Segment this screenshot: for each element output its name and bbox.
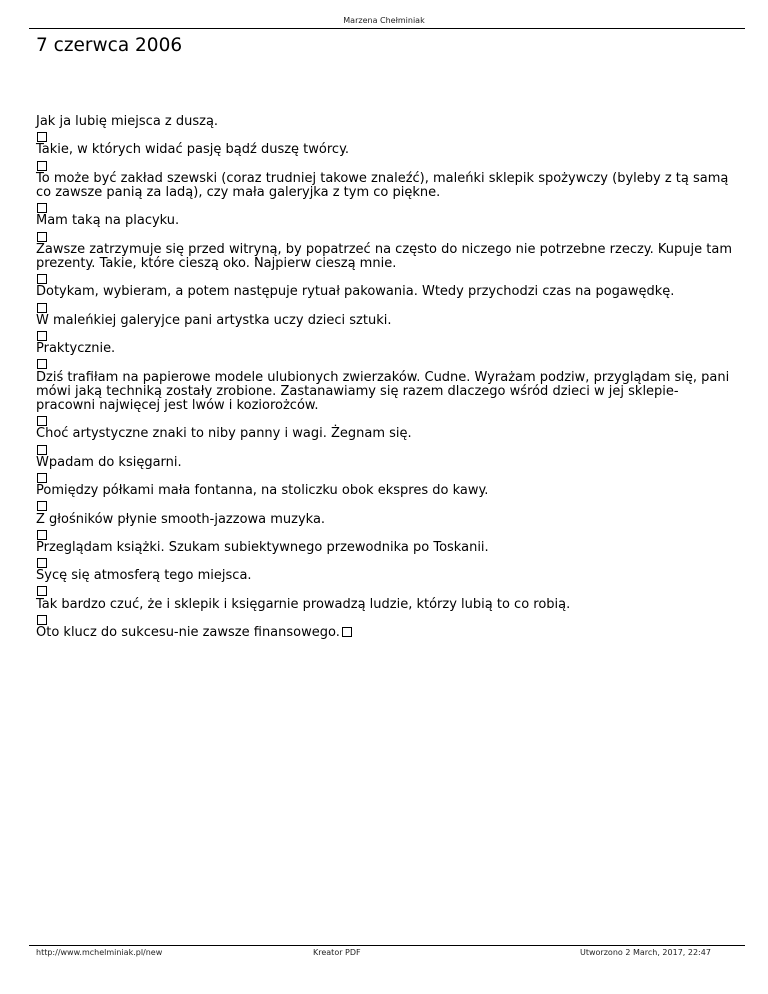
post-paragraph: Sycę się atmosferą tego miejsca. bbox=[36, 568, 252, 584]
missing-glyph-separator bbox=[36, 229, 736, 243]
missing-glyph-separator bbox=[36, 470, 736, 484]
missing-glyph-separator bbox=[36, 498, 736, 512]
missing-glyph-separator bbox=[36, 583, 736, 597]
header-divider bbox=[29, 28, 745, 29]
missing-glyph-box-icon bbox=[37, 132, 47, 142]
missing-glyph-box-icon bbox=[37, 558, 47, 568]
post-paragraph-last-text: Oto klucz do sukcesu-nie zawsze finansowego. bbox=[36, 625, 340, 641]
missing-glyph-separator bbox=[36, 200, 736, 214]
post-paragraph: Przeglądam książki. Szukam subiektywnego przewodnika po Toskanii. bbox=[36, 539, 489, 555]
post-paragraph: Dotykam, wybieram, a potem następuje rytuał pakowania. Wtedy przychodzi czas na pogawędkę. bbox=[36, 284, 675, 300]
missing-glyph-box-icon bbox=[342, 627, 352, 637]
post-paragraph: Zawsze zatrzymuje się przed witryną, by popatrzeć na często do niczego nie potrzebne rzeczy. Kupuje tam prezenty. Takie, które cieszą oko. Najpierw cieszą mnie. bbox=[36, 241, 732, 271]
missing-glyph-box-icon bbox=[37, 530, 47, 540]
page-header-author: Marzena Chełminiak bbox=[343, 16, 425, 25]
missing-glyph-separator bbox=[36, 129, 736, 143]
footer-created-date: Utworzono 2 March, 2017, 22:47 bbox=[580, 948, 711, 957]
post-paragraph: To może być zakład szewski (coraz trudniej takowe znaleźć), maleńki sklepik spożywczy (byleby z tą samą co zawsze panią za ladą), czy mała galeryjka z tym co piękne. bbox=[36, 170, 729, 200]
missing-glyph-box-icon bbox=[37, 303, 47, 313]
post-paragraph: W maleńkiej galeryjce pani artystka uczy dzieci sztuki. bbox=[36, 312, 392, 328]
missing-glyph-box-icon bbox=[37, 501, 47, 511]
post-paragraph: Z głośników płynie smooth-jazzowa muzyka. bbox=[36, 511, 326, 527]
missing-glyph-separator bbox=[36, 413, 736, 427]
post-paragraph: Tak bardzo czuć, że i sklepik i księgarnie prowadzą ludzie, którzy lubią to co robią. bbox=[36, 596, 571, 612]
post-paragraph: Jak ja lubię miejsca z duszą. bbox=[36, 114, 219, 129]
post-paragraph: Mam taką na placyku. bbox=[36, 213, 180, 229]
footer-divider bbox=[29, 945, 745, 946]
missing-glyph-box-icon bbox=[37, 615, 47, 625]
post-paragraph: Praktycznie. bbox=[36, 341, 116, 357]
missing-glyph-separator bbox=[36, 442, 736, 456]
missing-glyph-box-icon bbox=[37, 445, 47, 455]
missing-glyph-separator bbox=[36, 612, 736, 626]
post-body bbox=[36, 115, 736, 640]
missing-glyph-box-icon bbox=[37, 473, 47, 483]
missing-glyph-separator bbox=[36, 356, 736, 370]
missing-glyph-box-icon bbox=[37, 331, 47, 341]
post-paragraph: Pomiędzy półkami mała fontanna, na stoliczku obok ekspres do kawy. bbox=[36, 483, 489, 499]
missing-glyph-separator bbox=[36, 300, 736, 314]
post-paragraph-last bbox=[36, 626, 736, 640]
post-paragraph: Dziś trafiłam na papierowe modele ulubionych zwierzaków. Cudne. Wyrażam podziw, przyglądam się, pani mówi jaką techniką zostały zrobione. Zastanawiamy się razem dlaczego wśród dzieci w jej sklepie-pracowni najwięcej jest lwów i koziorożców. bbox=[36, 369, 730, 413]
missing-glyph-box-icon bbox=[37, 232, 47, 242]
missing-glyph-separator bbox=[36, 158, 736, 172]
missing-glyph-box-icon bbox=[37, 203, 47, 213]
missing-glyph-separator bbox=[36, 555, 736, 569]
footer-url: http://www.mchelminiak.pl/new bbox=[36, 948, 163, 957]
missing-glyph-separator bbox=[36, 527, 736, 541]
footer-generator: Kreator PDF bbox=[313, 948, 361, 957]
missing-glyph-box-icon bbox=[37, 586, 47, 596]
missing-glyph-box-icon bbox=[37, 161, 47, 171]
post-title: 7 czerwca 2006 bbox=[36, 35, 183, 56]
missing-glyph-box-icon bbox=[37, 359, 47, 369]
missing-glyph-box-icon bbox=[37, 274, 47, 284]
missing-glyph-box-icon bbox=[37, 416, 47, 426]
missing-glyph-separator bbox=[36, 328, 736, 342]
post-paragraph: Choć artystyczne znaki to niby panny i wagi. Żegnam się. bbox=[36, 426, 412, 442]
post-paragraph: Takie, w których widać pasję bądź duszę twórcy. bbox=[36, 142, 350, 158]
post-paragraph: Wpadam do księgarni. bbox=[36, 454, 182, 470]
missing-glyph-separator bbox=[36, 271, 736, 285]
